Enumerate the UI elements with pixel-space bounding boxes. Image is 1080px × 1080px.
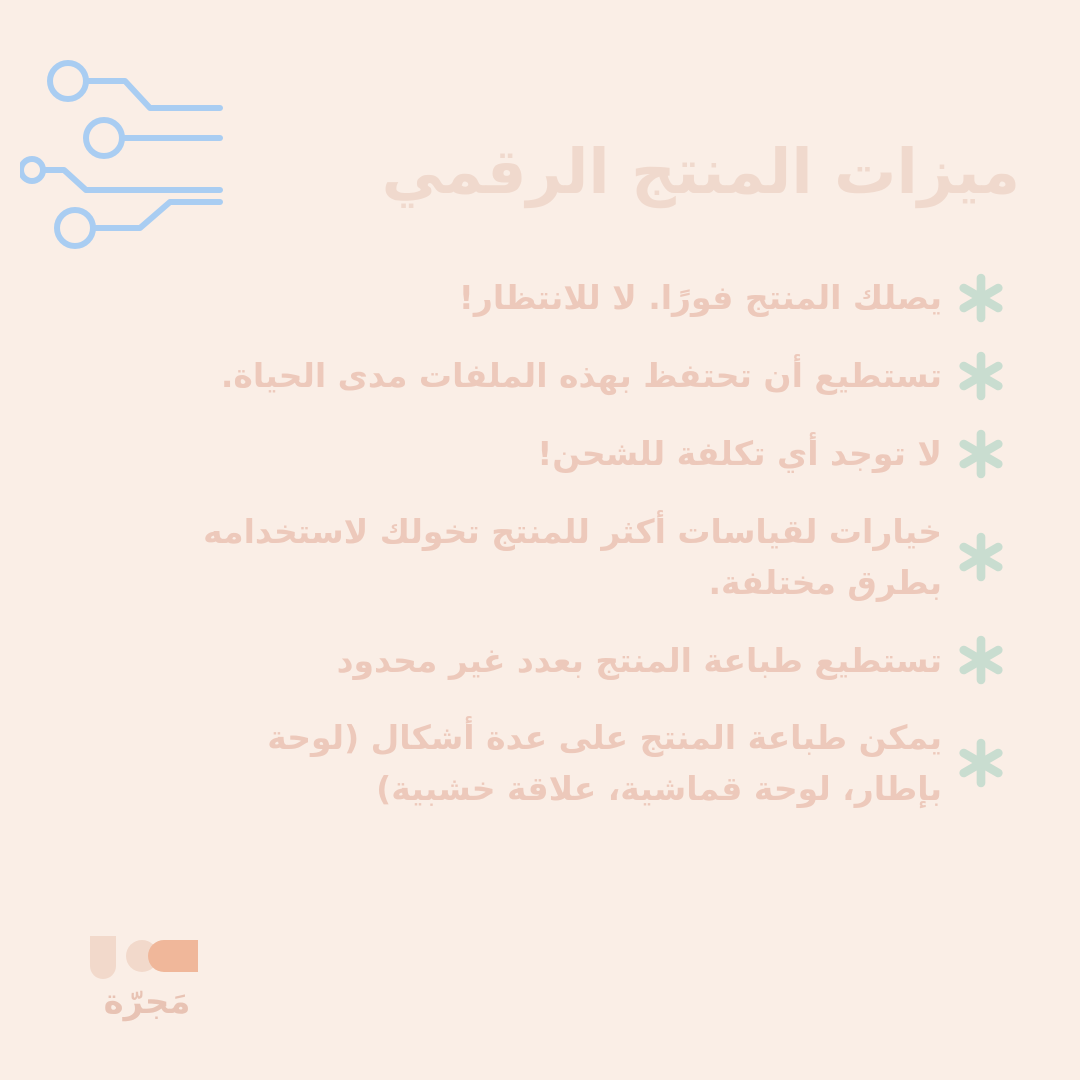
asterisk-flower-icon: [942, 428, 1020, 480]
list-item: [150, 506, 1020, 608]
list-item: [150, 712, 1020, 814]
list-item: [150, 634, 1020, 686]
feature-text: خيارات لقياسات أكثر للمنتج تخولك لاستخدامه بطرق مختلفة.: [203, 512, 942, 603]
asterisk-flower-icon: [942, 737, 1020, 789]
list-item: [150, 350, 1020, 402]
feature-text: لا توجد أي تكلفة للشحن!: [537, 434, 942, 474]
majarrah-mark-icon: [86, 930, 206, 982]
features-list: [0, 272, 1080, 841]
feature-text: تستطيع أن تحتفظ بهذه الملفات مدى الحياة.: [220, 356, 942, 396]
asterisk-flower-icon: [942, 531, 1020, 583]
list-item: [150, 272, 1020, 324]
page-title: ميزات المنتج الرقمي: [381, 135, 1020, 208]
list-item: [150, 428, 1020, 480]
asterisk-flower-icon: [942, 634, 1020, 686]
asterisk-flower-icon: [942, 272, 1020, 324]
asterisk-flower-icon: [942, 350, 1020, 402]
feature-text: تستطيع طباعة المنتج بعدد غير محدود: [336, 640, 942, 680]
header: [0, 40, 1080, 255]
feature-text: يصلك المنتج فورًا. لا للانتظار!: [458, 278, 942, 318]
brand-logo: [52, 930, 242, 1040]
feature-text: يمكن طباعة المنتج على عدة أشكال (لوحة بإطار، لوحة قماشية، علاقة خشبية): [267, 718, 942, 809]
brand-name: مَجرّة: [103, 982, 191, 1022]
circuit-nodes-icon: [20, 50, 250, 250]
